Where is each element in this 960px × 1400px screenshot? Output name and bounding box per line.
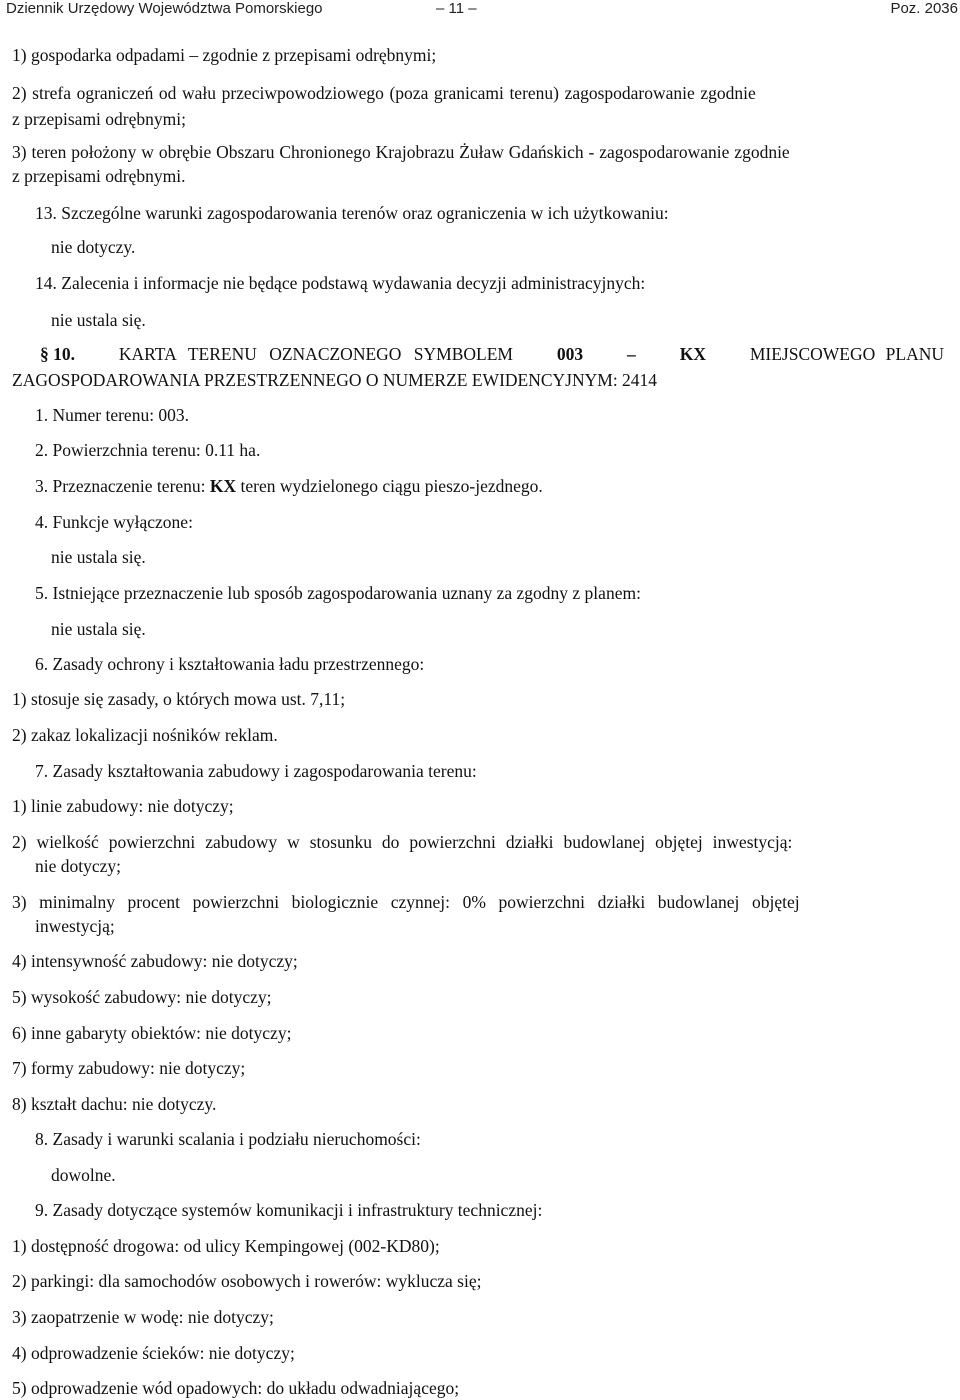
item-existing-use-value: nie ustala się. bbox=[51, 619, 146, 639]
position-number: Poz. 2036 bbox=[890, 0, 958, 17]
item-development-8: 8) kształt dachu: nie dotyczy. bbox=[12, 1094, 217, 1114]
item-spatial-order-2: 2) zakaz lokalizacji nośników reklam. bbox=[12, 725, 278, 745]
paragraph-13-heading: 13. Szczególne warunki zagospodarowania terenów oraz ograniczenia w ich użytkowaniu: bbox=[35, 203, 669, 223]
paragraph-14-value: nie ustala się. bbox=[51, 310, 146, 330]
item-infrastructure-2: 2) parkingi: dla samochodów osobowych i rowerów: wyklucza się; bbox=[12, 1271, 482, 1291]
item-spatial-order-1: 1) stosuje się zasady, o których mowa ust. 7,11; bbox=[12, 689, 346, 709]
item-development-3-cont: inwestycją; bbox=[35, 916, 115, 936]
item-development-2-cont: nie dotyczy; bbox=[35, 856, 122, 876]
item-development-5: 5) wysokość zabudowy: nie dotyczy; bbox=[12, 987, 272, 1007]
item-development-7: 7) formy zabudowy: nie dotyczy; bbox=[12, 1058, 246, 1078]
item-excluded-functions-value: nie ustala się. bbox=[51, 547, 146, 567]
section-title-b: MIEJSCOWEGO PLANU bbox=[749, 344, 944, 364]
paragraph-13-value: nie dotyczy. bbox=[51, 237, 136, 257]
item-3-protected-area: 3) teren położony w obrębie Obszaru Chronionego Krajobrazu Żuław Gdańskich - zagospodarowanie zgodnie bbox=[12, 142, 790, 162]
item-2-flood-zone: 2) strefa ograniczeń od wału przeciwpowodziowego (poza granicami terenu) zagospodarowanie zgodnie bbox=[12, 83, 756, 103]
section-10-heading bbox=[40, 344, 944, 364]
item-area-size: 2. Powierzchnia terenu: 0.11 ha. bbox=[35, 440, 261, 460]
item-1-waste: 1) gospodarka odpadami – zgodnie z przepisami odrębnymi; bbox=[12, 45, 437, 65]
item-excluded-functions: 4. Funkcje wyłączone: bbox=[35, 512, 193, 532]
item-land-division-value: dowolne. bbox=[51, 1165, 116, 1185]
item-purpose: 3. Przeznaczenie terenu: KX teren wydzielonego ciągu pieszo-jezdnego. bbox=[35, 476, 543, 496]
section-dash: – bbox=[627, 344, 636, 364]
journal-title: Dziennik Urzędowy Województwa Pomorskiego bbox=[6, 0, 323, 17]
item-development-6: 6) inne gabaryty obiektów: nie dotyczy; bbox=[12, 1023, 292, 1043]
item-development-1: 1) linie zabudowy: nie dotyczy; bbox=[12, 796, 234, 816]
item-area-number: 1. Numer terenu: 003. bbox=[35, 405, 190, 425]
item-3-protected-area-cont: z przepisami odrębnymi. bbox=[12, 166, 186, 186]
item-development-4: 4) intensywność zabudowy: nie dotyczy; bbox=[12, 951, 298, 971]
section-title-a: KARTA TERENU OZNACZONEGO SYMBOLEM bbox=[118, 344, 513, 364]
item-infrastructure-5: 5) odprowadzenie wód opadowych: do układu odwadniającego; bbox=[12, 1378, 460, 1398]
item-infrastructure-4: 4) odprowadzenie ścieków: nie dotyczy; bbox=[12, 1343, 295, 1363]
paragraph-14-heading: 14. Zalecenia i informacje nie będące podstawą wydawania decyzji administracyjnych: bbox=[35, 273, 646, 293]
item-land-division: 8. Zasady i warunki scalania i podziału nieruchomości: bbox=[35, 1129, 421, 1149]
page-header bbox=[0, 0, 960, 20]
section-10-heading-cont: ZAGOSPODAROWANIA PRZESTRZENNEGO O NUMERZE EWIDENCYJNYM: 2414 bbox=[12, 370, 658, 390]
section-code: 003 bbox=[556, 344, 584, 364]
item-infrastructure-3: 3) zaopatrzenie w wodę: nie dotyczy; bbox=[12, 1307, 274, 1327]
item-2-flood-zone-cont: z przepisami odrębnymi; bbox=[12, 109, 186, 129]
item-development-3: 3) minimalny procent powierzchni biologicznie czynnej: 0% powierzchni działki budowlanej objętej bbox=[12, 892, 800, 912]
page-number: – 11 – bbox=[436, 0, 477, 17]
item-infrastructure-1: 1) dostępność drogowa: od ulicy Kempingowej (002-KD80); bbox=[12, 1236, 440, 1256]
item-development-2: 2) wielkość powierzchni zabudowy w stosunku do powierzchni działki budowlanej objętej inwestycją: bbox=[12, 832, 793, 852]
section-label: § 10. bbox=[40, 344, 75, 364]
item-infrastructure: 9. Zasady dotyczące systemów komunikacji i infrastruktury technicznej: bbox=[35, 1200, 543, 1220]
item-development-rules: 7. Zasady kształtowania zabudowy i zagospodarowania terenu: bbox=[35, 761, 477, 781]
section-symbol-kx: KX bbox=[679, 344, 706, 364]
item-existing-use: 5. Istniejące przeznaczenie lub sposób zagospodarowania uznany za zgodny z planem: bbox=[35, 583, 641, 603]
item-spatial-order: 6. Zasady ochrony i kształtowania ładu przestrzennego: bbox=[35, 654, 425, 674]
